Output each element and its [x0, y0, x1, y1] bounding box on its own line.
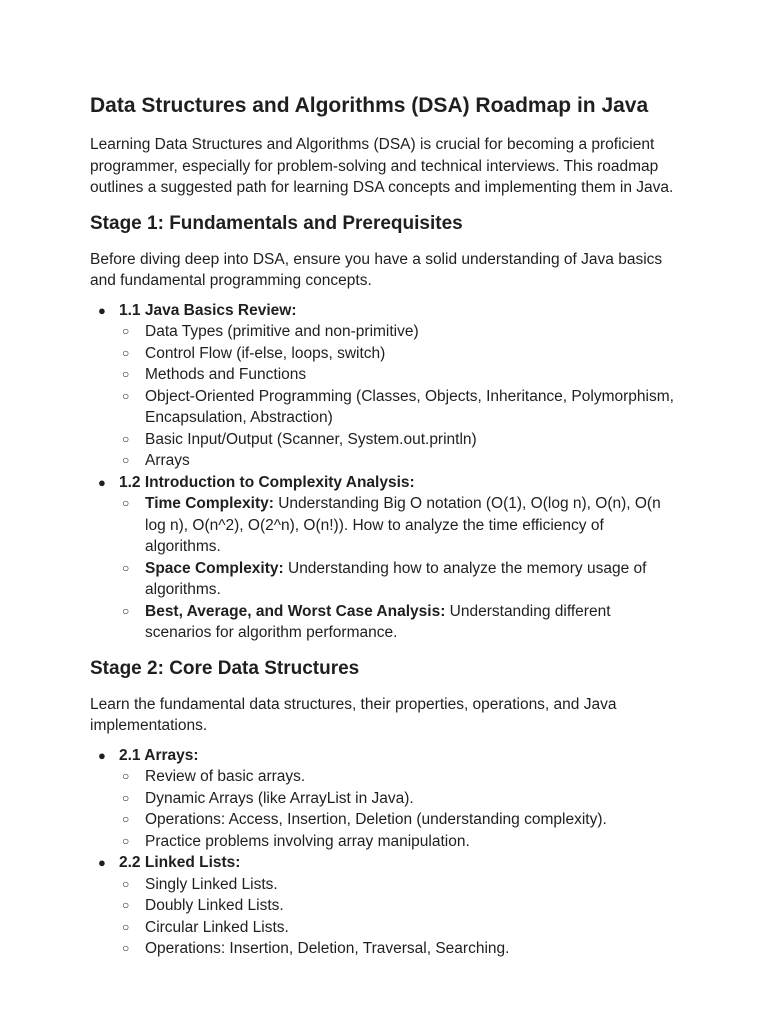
term-label: Space Complexity: [145, 559, 284, 577]
list-item-text: Object-Oriented Programming (Classes, Objects, Inheritance, Polymorphism, Encapsulation, Abstraction) [145, 387, 674, 426]
page-title: Data Structures and Algorithms (DSA) Roadmap in Java [90, 94, 649, 117]
term-description: Understanding different scenarios for algorithm performance. [145, 602, 611, 641]
list-item [119, 895, 680, 917]
list-item [119, 766, 680, 788]
circle-bullet-icon: ○ [122, 790, 130, 805]
list-item-text: Control Flow (if-else, loops, switch) [145, 344, 386, 362]
stage2-text: Learn the fundamental data structures, their properties, operations, and Java implementations. [90, 695, 617, 734]
list-item-text: Singly Linked Lists. [145, 875, 278, 893]
list-item [119, 558, 680, 601]
circle-bullet-icon: ○ [122, 941, 130, 955]
list-item [119, 601, 680, 644]
circle-bullet-icon: ○ [122, 876, 130, 891]
section-label: 2.1 Arrays: [119, 746, 199, 764]
list-item [119, 493, 680, 558]
list-item-text: Basic Input/Output (Scanner, System.out.println) [145, 430, 477, 448]
list-item [119, 450, 680, 472]
circle-bullet-icon: ○ [122, 367, 130, 381]
list-item [119, 874, 680, 896]
circle-bullet-icon: ○ [122, 496, 130, 510]
circle-bullet-icon: ○ [122, 345, 130, 360]
circle-bullet-icon: ○ [122, 560, 130, 575]
circle-bullet-icon: ○ [122, 769, 130, 783]
stage1-list [90, 300, 680, 644]
circle-bullet-icon: ○ [122, 833, 130, 848]
list-item-text: Operations: Access, Insertion, Deletion (understanding complexity). [145, 811, 607, 828]
list-item [119, 386, 680, 429]
circle-bullet-icon: ○ [122, 812, 130, 826]
list-item [119, 429, 680, 451]
term-description: Understanding Big O notation (O(1), O(log n), O(n), O(n log n), O(n^2), O(2^n), O(n!)). How to analyze the time efficiency of algorithms. [145, 495, 661, 555]
list-item-text: Operations: Insertion, Deletion, Traversal, Searching. [145, 940, 510, 957]
list-item [119, 831, 680, 853]
list-item [90, 852, 680, 960]
list-item-text: Doubly Linked Lists. [145, 897, 284, 914]
list-item-text: Practice problems involving array manipulation. [145, 832, 470, 850]
circle-bullet-icon: ○ [122, 324, 130, 338]
list-item [119, 364, 680, 386]
list-item-text: Data Types (primitive and non-primitive) [145, 323, 419, 340]
list-item-text: Circular Linked Lists. [145, 918, 289, 936]
circle-bullet-icon: ○ [122, 453, 130, 467]
term-label: Time Complexity: [145, 495, 274, 512]
circle-bullet-icon: ○ [122, 919, 130, 934]
section-label: 1.2 Introduction to Complexity Analysis: [119, 473, 415, 491]
circle-bullet-icon: ○ [122, 898, 130, 912]
list-item [119, 788, 680, 810]
bullet-icon: ● [98, 474, 106, 490]
section-label: 2.2 Linked Lists: [119, 854, 241, 871]
list-item-text: Arrays [145, 452, 190, 469]
sublist [119, 493, 680, 644]
list-item [119, 343, 680, 365]
stage2-list [90, 745, 680, 960]
list-item [90, 745, 680, 853]
list-item-text: Review of basic arrays. [145, 768, 306, 785]
list-item [119, 809, 680, 831]
stage1-text: Before diving deep into DSA, ensure you have a solid understanding of Java basics and fundamental programming concepts. [90, 250, 663, 289]
list-item-text: Methods and Functions [145, 366, 307, 383]
section-label: 1.1 Java Basics Review: [119, 301, 297, 319]
list-item [119, 321, 680, 343]
stage1-heading: Stage 1: Fundamentals and Prerequisites [90, 212, 463, 234]
bullet-icon: ● [98, 747, 106, 763]
term-description: Understanding how to analyze the memory usage of algorithms. [145, 559, 647, 598]
bullet-icon: ● [98, 302, 106, 318]
circle-bullet-icon: ○ [122, 431, 130, 446]
stage2-heading: Stage 2: Core Data Structures [90, 657, 360, 679]
list-item [119, 938, 680, 960]
list-item [90, 472, 680, 644]
bullet-icon: ● [98, 855, 106, 870]
term-label: Best, Average, and Worst Case Analysis: [145, 602, 446, 620]
circle-bullet-icon: ○ [122, 388, 130, 403]
list-item [90, 300, 680, 472]
sublist [119, 766, 680, 852]
list-item-text: Dynamic Arrays (like ArrayList in Java). [145, 789, 414, 807]
sublist [119, 321, 680, 472]
sublist [119, 874, 680, 960]
intro-paragraph: Learning Data Structures and Algorithms (DSA) is crucial for becoming a proficient programmer, especially for problem-solving and technical interviews. This roadmap outlines a suggested path for learning DSA concepts and implementing them in Java. [90, 136, 674, 196]
circle-bullet-icon: ○ [122, 603, 130, 618]
list-item [119, 917, 680, 939]
